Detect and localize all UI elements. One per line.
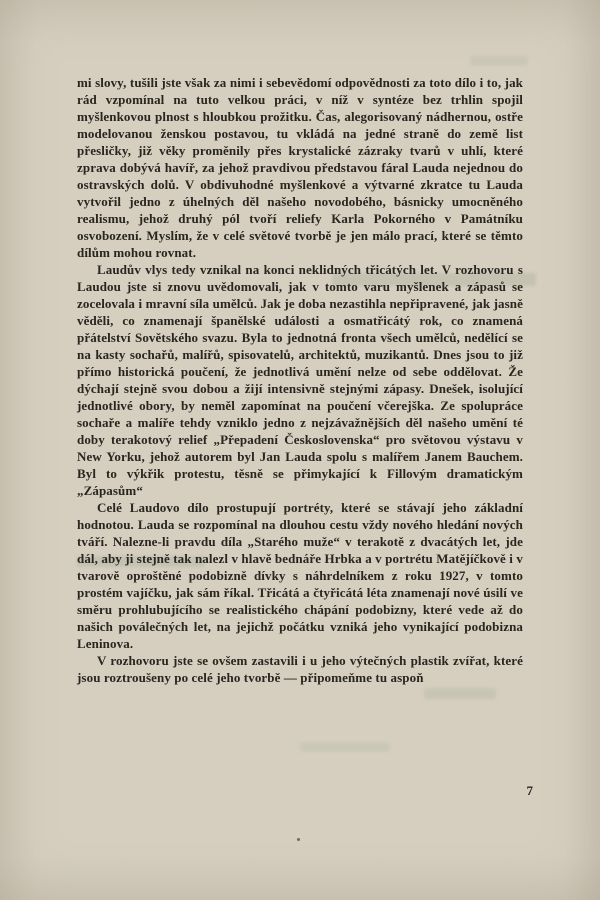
- page-number: 7: [526, 783, 533, 798]
- scan-artifact: [424, 688, 496, 699]
- scan-artifact: [300, 742, 390, 752]
- page-text: [77, 74, 523, 686]
- paragraph: mi slovy, tušili jste však za nimi i sebevědomí odpovědnosti za toto dílo i to, jak rád vzpomínal na tuto velkou práci, v níž v syntéze bez trhlin spojil myšlenkovou plnost s hloubkou prožitku. Čas, alegorisovaný nádhernou, ostře modelovanou ženskou postavou, tu vkládá na jedné straně do země list přesličky, již věky proměnily přes krystalické zázraky tvarů v uhlí, které zprava dobývá havíř, za jehož pravdivou představou fáral Lauda nejednou do ostravských dolů. V obdivuhodné myšlenkové a výtvarné zkratce tu Lauda vytvořil jedno z úhelných děl našeho novodobého, básnicky umocněného realismu, jehož druhý pól tvoří reliefy Karla Pokorného v Památníku osvobození. Myslím, že v celé světové tvorbě je jen málo prací, které se těmto dílům mohou rovnat.: [77, 75, 523, 260]
- scan-artifact: [470, 56, 528, 66]
- paragraph: Celé Laudovo dílo prostupují portréty, které se stávají jeho základní hodnotou. Lauda se rozpomínal na dlouhou cestu vždy nového hledání nových tváří. Nalezne-li pravdu díla „Starého muže“ v terakotě z dvacátých let, jde dál, aby ji stejně tak nalezl v hlavě bednáře Hrbka a v portrétu Matějíčkově i v tvarově oproštěné podobizně dívky s náhrdelníkem z roku 1927, v tomto prostém vajíčku, jak sám říkal. Třicátá a čtyřicátá léta znamenají nové úsilí ve směru prohlubujícího se realistického chápání podobizny, které vede až do našich poválečných let, na jejichž počátku vzniká jeho vynikající podobizna Leninova.: [77, 500, 523, 651]
- paragraph: V rozhovoru jste se ovšem zastavili i u jeho výtečných plastik zvířat, které jsou roztroušeny po celé jeho tvorbě — připomeňme tu aspoň: [77, 653, 523, 685]
- paragraph: Laudův vlys tedy vznikal na konci neklidných třicátých let. V rozhovoru s Laudou jste si znovu uvědomovali, jak v tomto varu myšlenek a zápasů se zocelovala i mravní síla umělců. Jak je doba nezastihla nepřipravené, jak jasně věděli, co znamenají španělské události a osmatřicátý rok, co znamená přátelství Sovětského svazu. Byla to jednotná fronta všech umělců, nedělící se na kasty sochařů, malířů, spisovatelů, architektů, muzikantů. Dnes jsou to již přímo historická poučení, že jednotlivá umění nelze od sebe oddělovat. Že dýchají stejně svou dobou a žijí intensivně stejnými zápasy. Dnešek, isolující jednotlivé obory, by neměl zapomínat na poučení včerejška. Ze spolupráce sochaře a malíře tehdy vzniklo jedno z nejzávažnějších děl našeho umění té doby terakotový relief „Přepadení Československa“ pro světovou výstavu v New Yorku, jehož autorem byl Jan Lauda spolu s malířem Janem Bauchem. Byl to výkřik protestu, těsně se přimykající k Fillovým dramatickým „Zápasům“: [77, 262, 523, 498]
- ink-speck: [297, 838, 300, 841]
